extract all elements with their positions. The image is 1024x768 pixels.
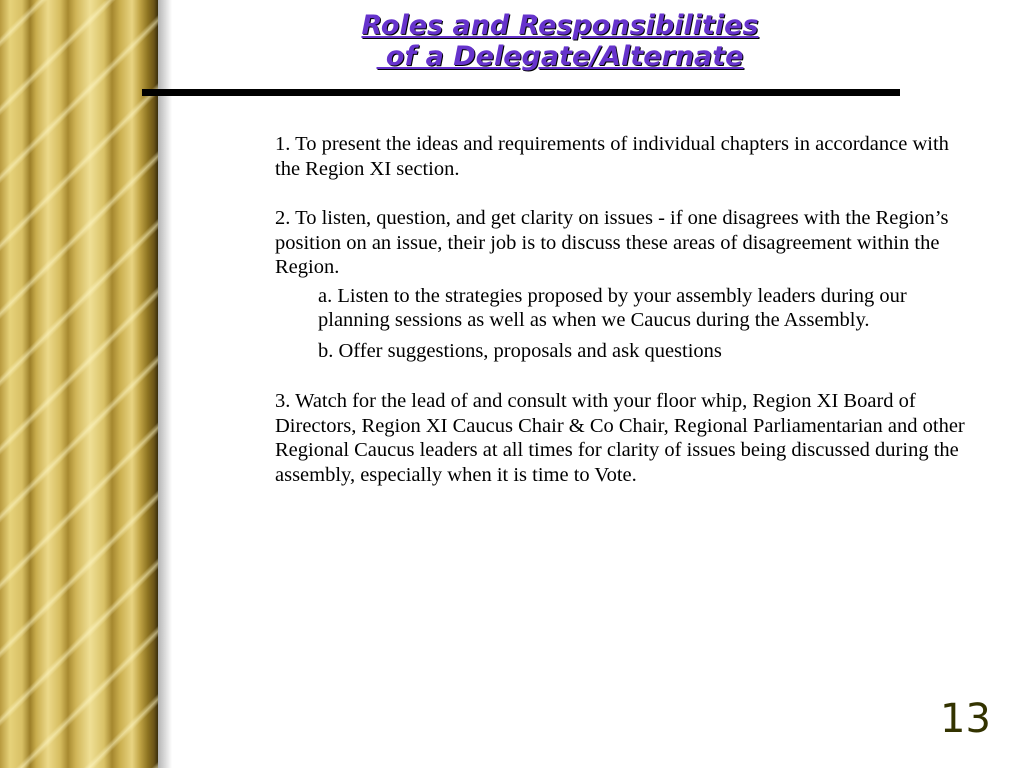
page-number: 13 (940, 696, 991, 742)
slide-body (275, 132, 965, 487)
slide-title-line-1: Roles and Responsibilities (361, 10, 759, 41)
slide-title (300, 10, 820, 72)
column-shadow (158, 0, 172, 768)
slide-title-line-2: of a Delegate/Alternate (376, 41, 744, 72)
list-item-1: 1. To present the ideas and requirements of individual chapters in accordance with the Region XI section. (275, 133, 949, 180)
title-divider-rule (142, 89, 900, 96)
list-item-2: 2. To listen, question, and get clarity on issues - if one disagrees with the Region’s position on an issue, their job is to discuss these areas of disagreement within the Region. (275, 207, 949, 278)
list-item-3: 3. Watch for the lead of and consult with your floor whip, Region XI Board of Directors, Region XI Caucus Chair & Co Chair, Regional Parliamentarian and other Regional Caucus leaders at all times for clarity of issues being discussed during the assembly, especially when it is time to Vote. (275, 390, 965, 486)
sub-item-a: a. Listen to the strategies proposed by your assembly leaders during our planning sessions as well as when we Caucus during the Assembly. (318, 284, 907, 331)
sub-item-b: b. Offer suggestions, proposals and ask questions (318, 339, 722, 362)
decorative-gold-column (0, 0, 158, 768)
